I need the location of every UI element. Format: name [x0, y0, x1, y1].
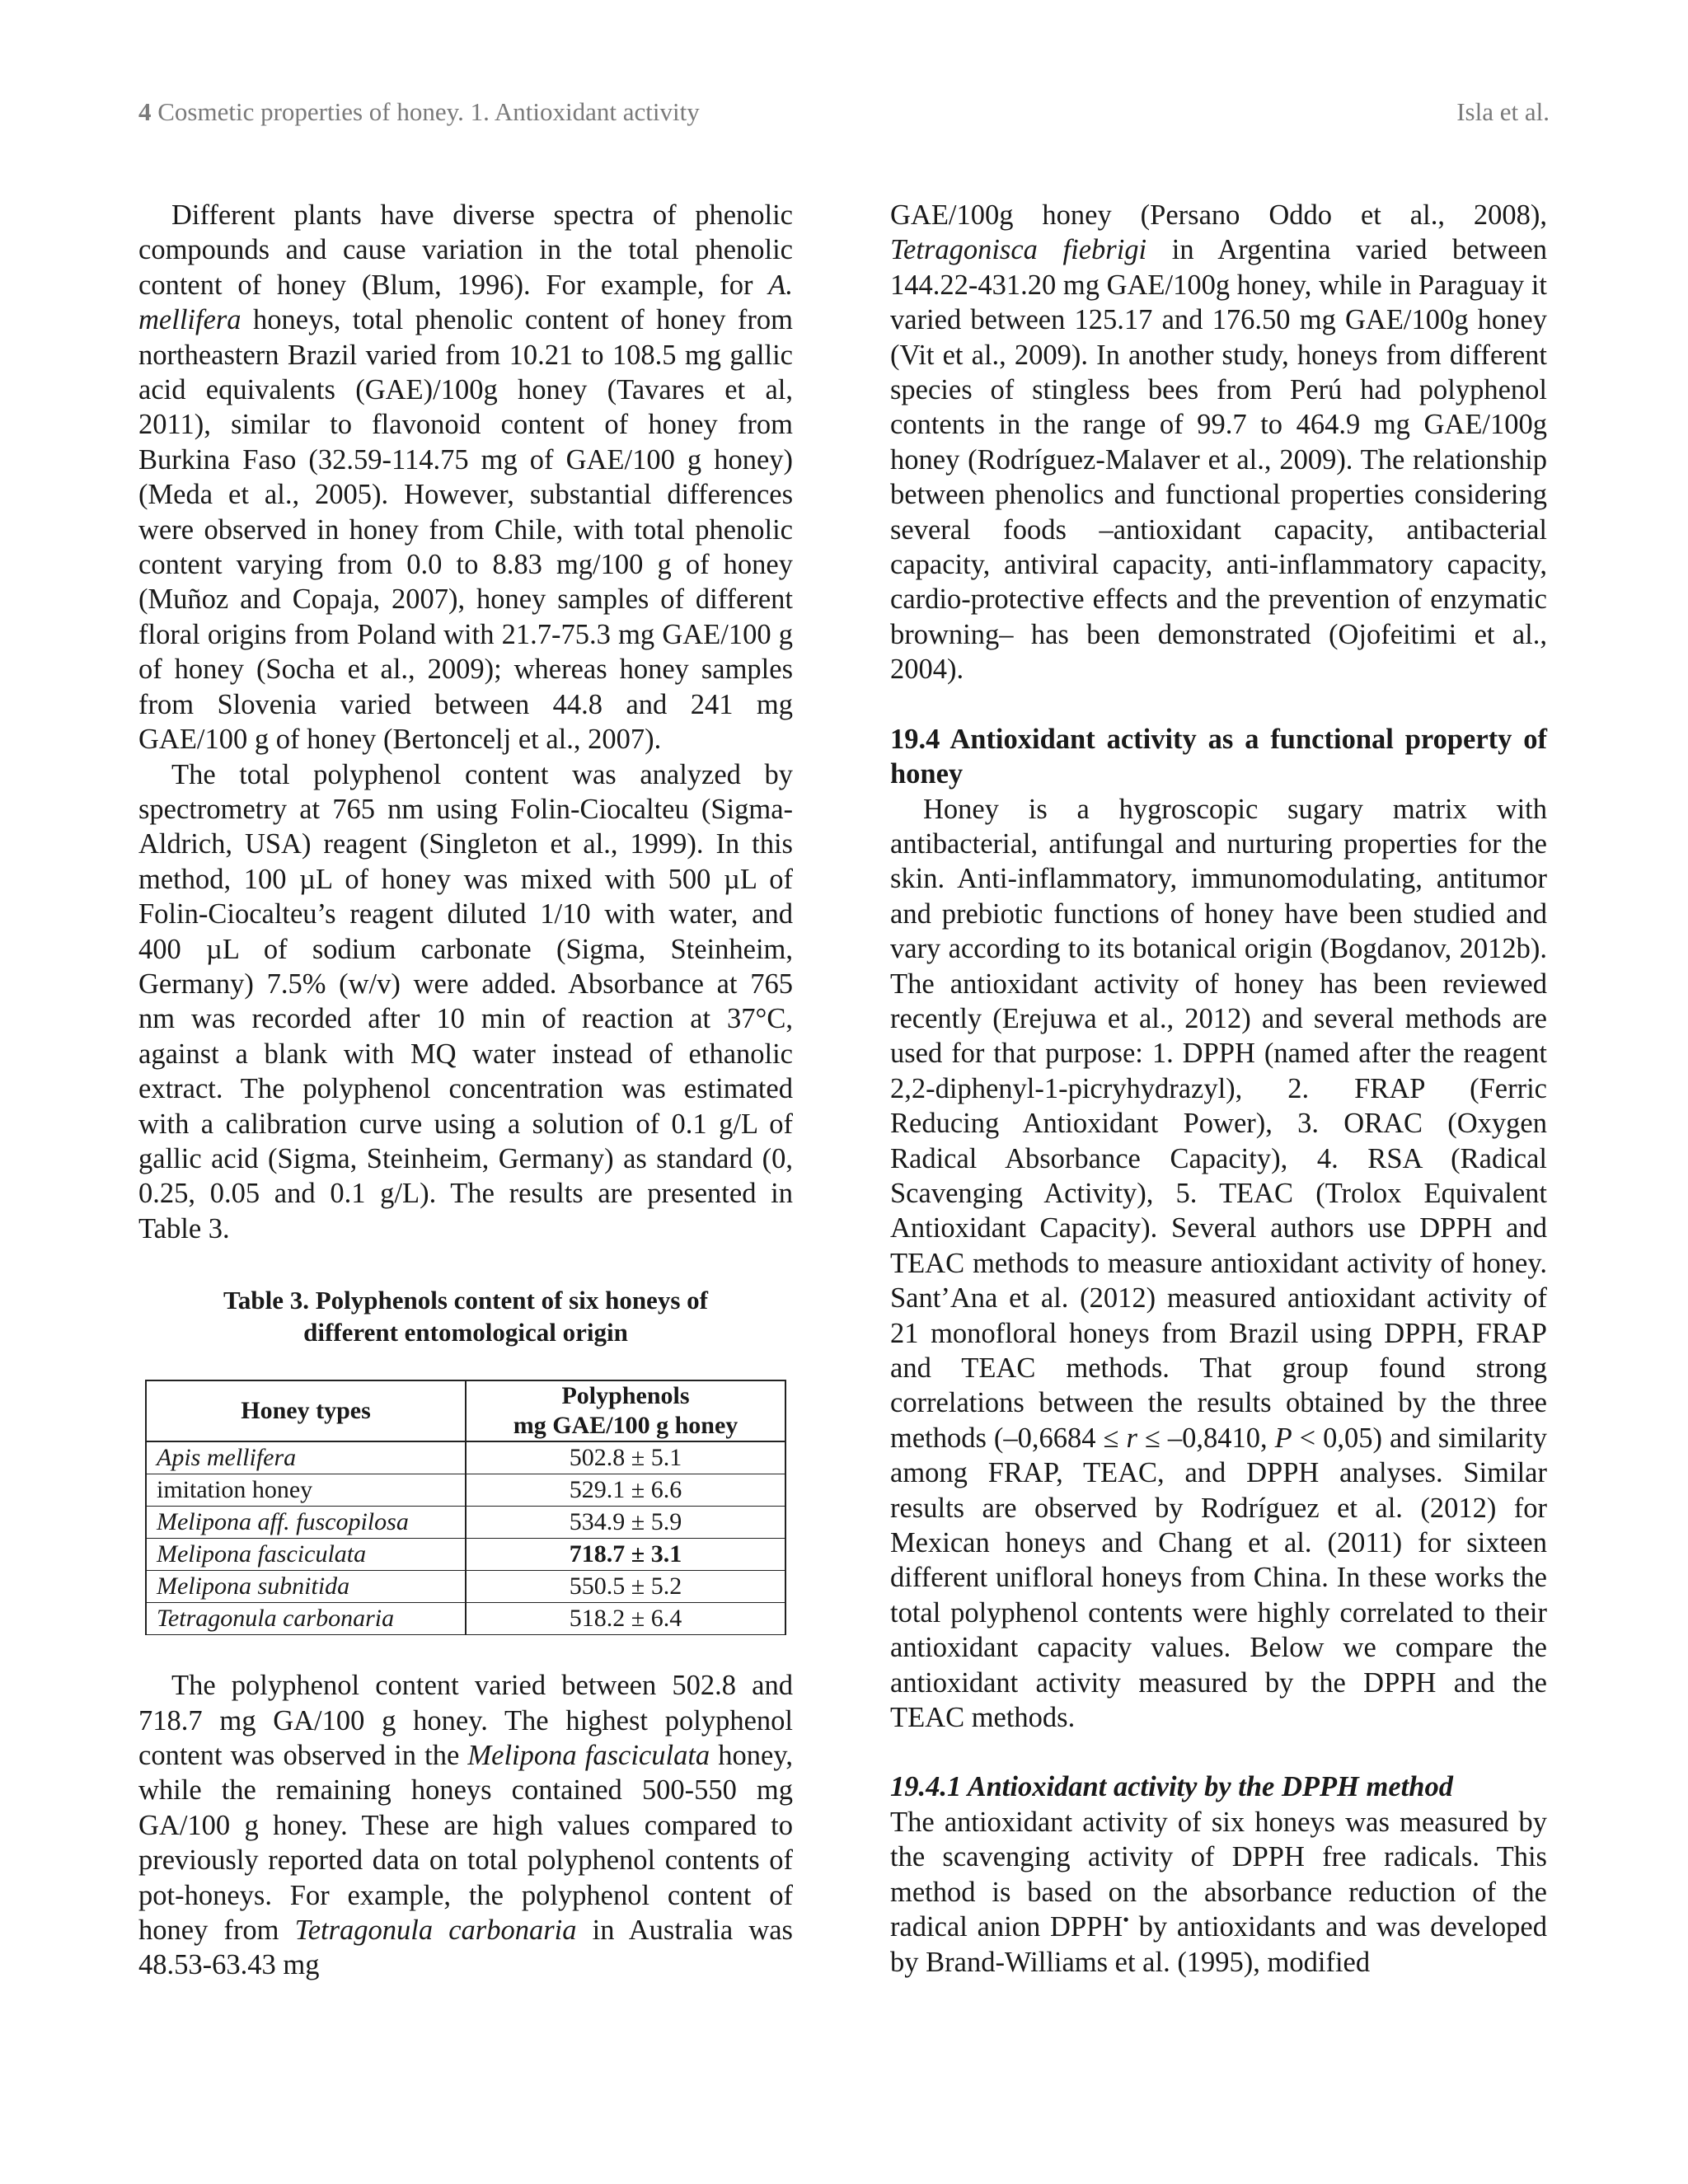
- honey-type: Tetragonula carbonaria: [157, 1605, 395, 1633]
- table-header-row: [146, 1380, 785, 1441]
- paragraph-dpph-method: The antioxidant activity of six honeys was measured by the scavenging activity of DPPH free radicals. This method is based on the absorbance reduction of the radical anion DPPH• by antioxidants and was developed by Brand-Williams et al. (1995), modified: [890, 1806, 1547, 1978]
- species-name: A. mellifera: [138, 269, 793, 336]
- header-left: [138, 97, 700, 127]
- polyphenol-value: 502.8 ± 5.1: [466, 1441, 785, 1474]
- polyphenol-value: 518.2 ± 6.4: [466, 1603, 785, 1635]
- polyphenols-table: [145, 1380, 786, 1635]
- page-number: 4: [138, 97, 152, 126]
- honey-type: Melipona subnitida: [157, 1572, 350, 1601]
- honey-type: imitation honey: [146, 1474, 466, 1507]
- polyphenol-value: 534.9 ± 5.9: [466, 1507, 785, 1539]
- running-header: [138, 97, 1550, 134]
- honey-type: Melipona fasciculata: [157, 1540, 367, 1568]
- right-column: [890, 198, 1547, 1980]
- table-row: [146, 1441, 785, 1474]
- table-caption: Table 3. Polyphenols content of six honeys of different entomological origin: [223, 1286, 708, 1347]
- left-column: [138, 198, 793, 1983]
- header-authors: Isla et al.: [1456, 97, 1550, 126]
- table-row: [146, 1603, 785, 1635]
- paragraph-continued: GAE/100g honey (Persano Oddo et al., 2008), Tetragonisca fiebrigi in Argentina varied between 144.22-431.20 mg GAE/100g honey, while in Paraguay it varied between 125.17 and 176.50 mg GAE/100g honey (Vit et al., 2009). In another study, honeys from different species of stingless bees from Perú had polyphenol contents in the range of 99.7 to 464.9 mg GAE/100g honey (Rodríguez-Malaver et al., 2009). The relationship between phenolics and functional properties considering several foods –antioxidant capacity, antibacterial capacity, antiviral capacity, anti-inflammatory capacity, cardio-protective effects and the prevention of enzymatic browning– has been demonstrated (Ojofeitimi et al., 2004).: [890, 199, 1547, 686]
- section-heading: 19.4 Antioxidant activity as a functional property of honey: [890, 723, 1547, 790]
- paragraph-antioxidant-methods: Honey is a hygroscopic sugary matrix with antibacterial, antifungal and nurturing properties for the skin. Anti-inflammatory, immunomodulating, antitumor and prebiotic functions of honey have been studied and vary according to its botanical origin (Bogdanov, 2012b). The antioxidant activity of honey has been reviewed recently (Erejuwa et al., 2012) and several methods are used for that purpose: 1. DPPH (named after the reagent 2,2-diphenyl-1-picryhydrazyl), 2. FRAP (Ferric Reducing Antioxidant Power), 3. ORAC (Oxygen Radical Absorbance Capacity), 4. RSA (Radical Scavenging Activity), 5. TEAC (Trolox Equivalent Antioxidant Capacity). Several authors use DPPH and TEAC methods to measure antioxidant activity of honey. Sant’Ana et al. (2012) measured antioxidant activity of 21 monofloral honeys from Brazil using DPPH, FRAP and TEAC methods. That group found strong correlations between the results obtained by the three methods (–0,6684 ≤ r ≤ –0,8410, P < 0,05) and similarity among FRAP, TEAC, and DPPH analyses. Similar results are observed by Rodríguez et al. (2012) for Mexican honeys and Chang et al. (2011) for sixteen different unifloral honeys from China. In these works the total polyphenol contents were highly correlated to their antioxidant capacity values. Below we compare the antioxidant activity measured by the DPPH and the TEAC methods.: [890, 793, 1547, 1734]
- table-row: [146, 1507, 785, 1539]
- polyphenol-value: 550.5 ± 5.2: [466, 1571, 785, 1603]
- table-row: [146, 1571, 785, 1603]
- polyphenol-value: 529.1 ± 6.6: [466, 1474, 785, 1507]
- subsection-heading: 19.4.1 Antioxidant activity by the DPPH method: [890, 1771, 1453, 1803]
- honey-type: Apis mellifera: [157, 1444, 297, 1472]
- table-row: [146, 1539, 785, 1571]
- running-title: Cosmetic properties of honey. 1. Antioxidant activity: [157, 97, 700, 126]
- honey-type: Melipona aff. fuscopilosa: [157, 1508, 409, 1536]
- column-header-polyphenols: Polyphenols mg GAE/100 g honey: [466, 1380, 785, 1441]
- table-row: [146, 1474, 785, 1507]
- paragraph-polyphenol-results: The polyphenol content varied between 502.8 and 718.7 mg GA/100 g honey. The highest polyphenol content was observed in the Melipona fasciculata honey, while the remaining honeys contained 500-550 mg GA/100 g honey. These are high values compared to previously reported data on total polyphenol contents of pot-honeys. For example, the polyphenol content of honey from Tetragonula carbonaria in Australia was 48.53-63.43 mg: [138, 1670, 793, 1981]
- paragraph-phenolic-spectra: Different plants have diverse spectra of phenolic compounds and cause variation in the total phenolic content of honey (Blum, 1996). For example, for A. mellifera honeys, total phenolic content of honey from northeastern Brazil varied from 10.21 to 108.5 mg gallic acid equivalents (GAE)/100g honey (Tavares et al, 2011), similar to flavonoid content of honey from Burkina Faso (32.59-114.75 mg of GAE/100 g honey) (Meda et al., 2005). However, substantial differences were observed in honey from Chile, with total phenolic content varying from 0.0 to 8.83 mg/100 g of honey (Muñoz and Copaja, 2007), honey samples of different floral origins from Poland with 21.7-75.3 mg GAE/100 g of honey (Socha et al., 2009); whereas honey samples from Slovenia varied between 44.8 and 241 mg GAE/100 g of honey (Bertoncelj et al., 2007).: [138, 199, 793, 756]
- polyphenol-value-highest: 718.7 ± 3.1: [466, 1539, 785, 1571]
- paragraph-polyphenol-method: The total polyphenol content was analyzed by spectrometry at 765 nm using Folin-Ciocalteu (Sigma-Aldrich, USA) reagent (Singleton et al., 1999). In this method, 100 µL of honey was mixed with 500 µL of Folin-Ciocalteu’s reagent diluted 1/10 with water, and 400 µL of sodium carbonate (Sigma, Steinheim, Germany) 7.5% (w/v) were added. Absorbance at 765 nm was recorded after 10 min of reaction at 37°C, against a blank with MQ water instead of ethanolic extract. The polyphenol concentration was estimated with a calibration curve using a solution of 0.1 g/L of gallic acid (Sigma, Steinheim, Germany) as standard (0, 0.25, 0.05 and 0.1 g/L). The results are presented in Table 3.: [138, 758, 793, 1244]
- column-header-honey-types: Honey types: [146, 1380, 466, 1441]
